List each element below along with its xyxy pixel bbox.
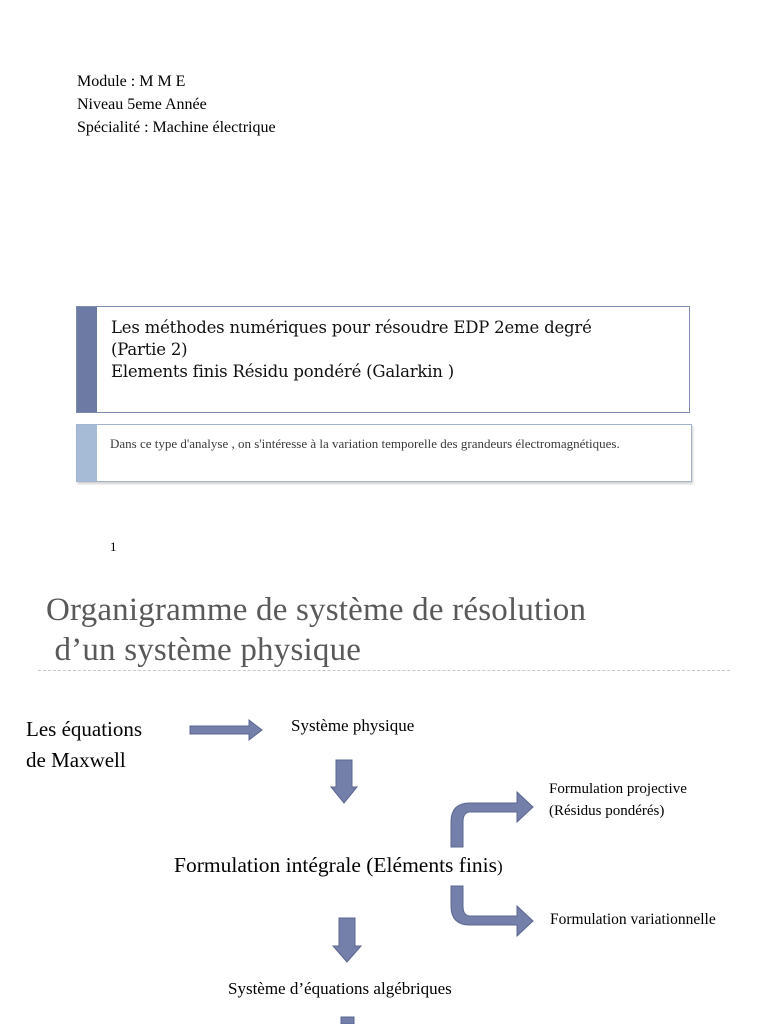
bent-arrow-down-right-icon	[451, 886, 533, 936]
arrow-down-icon	[331, 760, 357, 803]
module-label: Module : M M E	[77, 73, 186, 90]
arrow-right-icon	[190, 720, 262, 740]
node-systeme-algebrique: Système d’équations algébriques	[228, 979, 452, 998]
course-title-line: Elements finis Résidu pondéré (Galarkin )	[111, 362, 455, 381]
node-integrale-text: Formulation intégrale (Eléments finis	[174, 853, 498, 877]
slide-title-line: Organigramme de système de résolution	[46, 592, 587, 628]
node-formulation-variationnelle: Formulation variationnelle	[550, 911, 716, 928]
arrow-down-icon	[333, 918, 361, 962]
slide-title-line: d’un système physique	[46, 632, 362, 668]
node-projective-line: (Résidus pondérés)	[549, 803, 665, 819]
course-title-line: Les méthodes numériques pour résoudre EDP 2eme degré	[111, 318, 592, 337]
course-subtitle: Dans ce type d'analyse , on s'intéresse à la variation temporelle des grandeurs électromagnétiques.	[110, 436, 620, 451]
niveau-label: Niveau 5eme Année	[77, 96, 207, 113]
node-integrale-close: )	[497, 857, 503, 876]
node-systeme-physique: Système physique	[291, 716, 415, 735]
page-number: 1	[110, 539, 117, 554]
bent-arrow-up-right-icon	[451, 792, 533, 847]
specialite-label: Spécialité : Machine électrique	[77, 119, 276, 136]
course-title-line: (Partie 2)	[111, 340, 188, 359]
node-projective-line: Formulation projective	[549, 781, 687, 797]
arrow-down-icon	[341, 1017, 354, 1024]
node-maxwell-line: Les équations	[26, 717, 143, 741]
node-maxwell-line: de Maxwell	[26, 748, 126, 772]
